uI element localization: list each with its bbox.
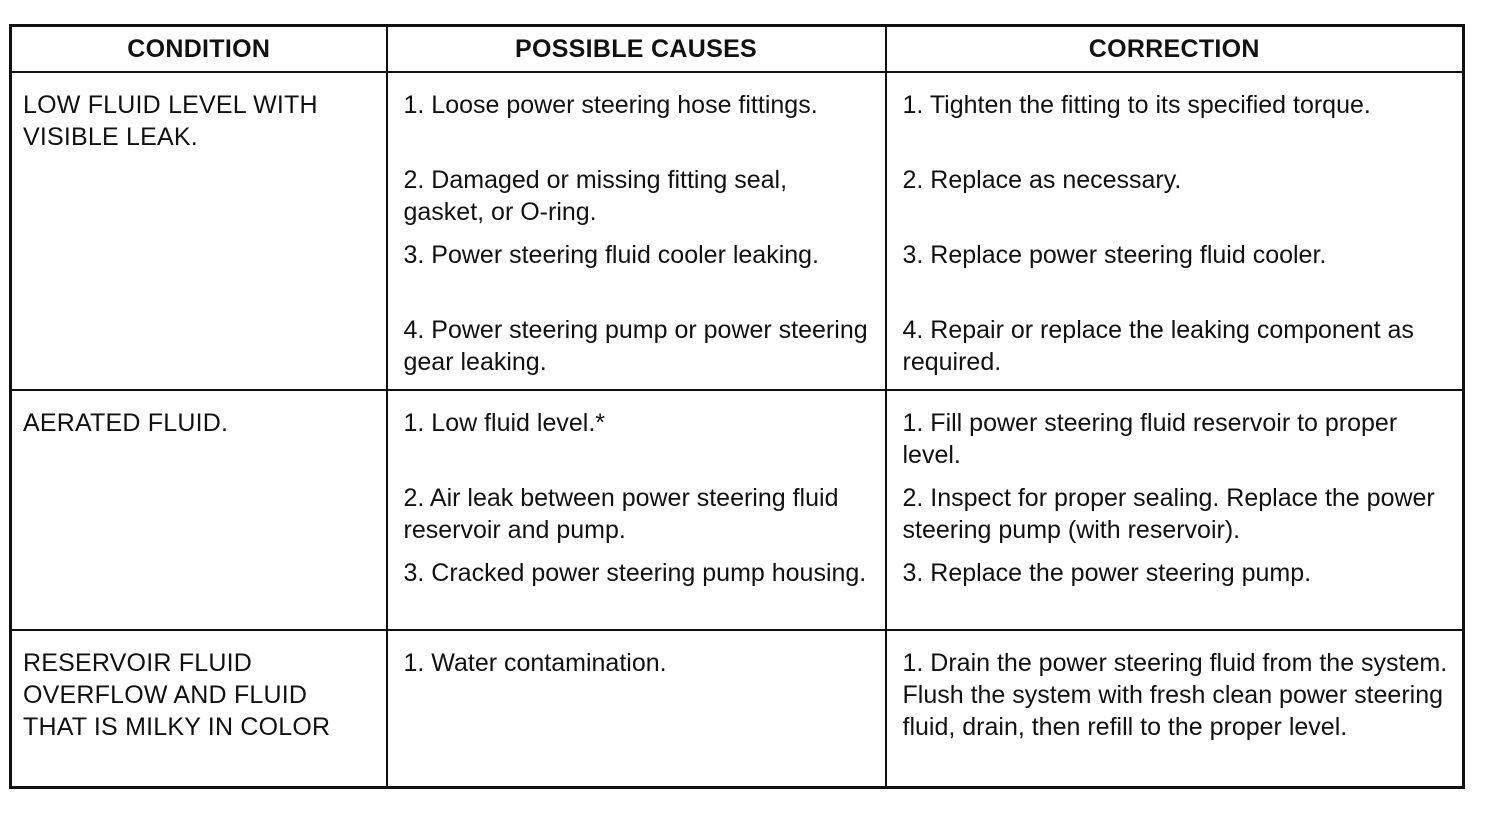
table-row [11,72,1464,390]
cause-item: 1. Low fluid level.* [403,409,606,437]
correction-item: 2. Inspect for proper sealing. Replace the power steering pump (with reservoir). [902,484,1435,544]
table-row [11,390,1464,630]
header-possible-causes: POSSIBLE CAUSES [387,26,886,73]
correction-item: 3. Replace the power steering pump. [902,559,1312,587]
correction-item: 1. Drain the power steering fluid from the system. Flush the system with fresh clean power steering fluid, drain, then refill to the proper level. [902,649,1448,741]
correction-cell [886,390,1464,630]
cause-item: 3. Power steering fluid cooler leaking. [403,241,820,269]
condition-text: LOW FLUID LEVEL WITH VISIBLE LEAK. [23,91,318,151]
correction-cell [886,630,1464,787]
diagnosis-table [9,24,1465,789]
cause-item: 1. Loose power steering hose fittings. [403,91,818,119]
condition-text: RESERVOIR FLUID OVERFLOW AND FLUID THAT IS MILKY IN COLOR [23,649,331,741]
correction-item: 2. Replace as necessary. [902,166,1182,194]
causes-cell [387,390,886,630]
condition-cell [11,390,387,630]
correction-item: 1. Tighten the fitting to its specified torque. [902,91,1371,119]
cause-item: 2. Air leak between power steering fluid reservoir and pump. [403,484,839,544]
correction-cell [886,72,1464,390]
cause-item: 2. Damaged or missing fitting seal, gasket, or O-ring. [403,166,788,226]
causes-cell [387,72,886,390]
header-row [11,26,1464,73]
causes-cell [387,630,886,787]
cause-item: 1. Water contamination. [403,649,667,677]
condition-cell [11,72,387,390]
correction-item: 3. Replace power steering fluid cooler. [902,241,1327,269]
table-row [11,630,1464,787]
cause-item: 4. Power steering pump or power steering gear leaking. [403,316,868,376]
header-condition: CONDITION [11,26,387,73]
condition-text: AERATED FLUID. [23,409,229,437]
condition-cell [11,630,387,787]
correction-item: 1. Fill power steering fluid reservoir to proper level. [902,409,1398,469]
header-correction: CORRECTION [886,26,1464,73]
correction-item: 4. Repair or replace the leaking component as required. [902,316,1414,376]
cause-item: 3. Cracked power steering pump housing. [403,559,867,587]
